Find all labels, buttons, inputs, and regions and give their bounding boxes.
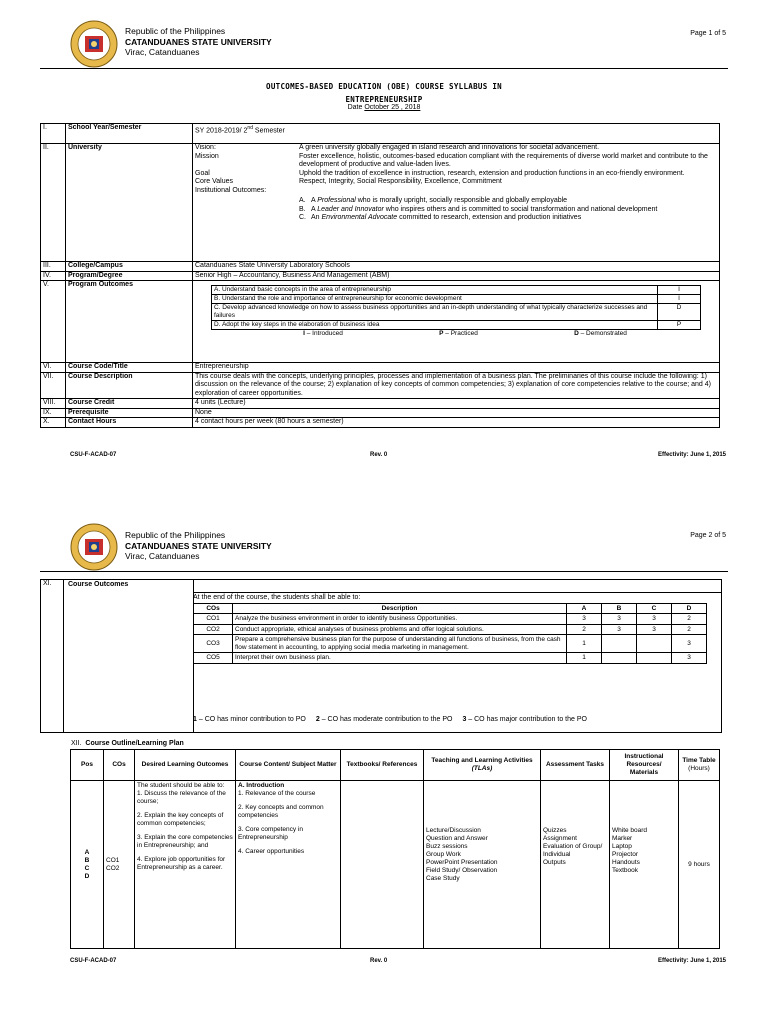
course-outcomes-label: Course Outcomes (68, 581, 129, 588)
col-header: Textbooks/ References (341, 750, 424, 781)
learning-plan-table (70, 749, 720, 949)
school-year-value: SY 2018-2019/ 2nd Semester (193, 124, 720, 144)
row-label: College/Campus (66, 262, 193, 272)
row-num: III. (41, 262, 66, 272)
course-outcomes-section (40, 579, 722, 733)
col-header: Course Content/ Subject Matter (236, 750, 341, 781)
republic-text: Republic of the Philippines (125, 530, 226, 540)
co-legend: 1 – CO has minor contribution to PO 2 – CO has moderate contribution to the PO 3 – CO has major contribution to the PO (193, 716, 587, 723)
table-row: CO2 Conduct appropriate, ethical analyses of business problems and offer logical solutions. 2 3 3 2 (194, 624, 707, 635)
location-text: Virac, Catanduanes (125, 551, 200, 561)
row-num: XI. (41, 580, 64, 732)
row-label: Program/Degree (66, 271, 193, 281)
po-text: A. Understand basic concepts in the area of entrepreneurship (212, 286, 658, 295)
university-name: CATANDUANES STATE UNIVERSITY (125, 540, 272, 551)
university-seal-icon (70, 523, 118, 571)
date-label: Date (347, 104, 363, 111)
header-divider (40, 68, 728, 69)
cos-cell: CO1 CO2 (104, 781, 135, 949)
time-cell: 9 hours (679, 781, 720, 949)
col-header: COs (104, 750, 135, 781)
col-header: COs (194, 604, 233, 614)
page-number: Page 1 of 5 (690, 30, 726, 37)
table-row: CO3 Prepare a comprehensive business plan for the purpose of understanding all functions of business, from the cash flow statement in accounting, to applying social media marketing in management. 1 3 (194, 635, 707, 653)
program-value: Senior High – Accountancy, Business And Management (ABM) (193, 271, 720, 281)
outcome-emphasis: Environmental Advocate (321, 214, 398, 221)
row-num: VII. (41, 372, 66, 399)
row-label: University (66, 144, 193, 262)
course-credit-value: 4 units (Lecture) (193, 399, 720, 409)
table-row (212, 286, 701, 295)
form-code: CSU-F-ACAD-07 (70, 958, 117, 964)
row-label: Course Credit (66, 399, 193, 409)
list-item: C. An Environmental Advocate committed to research, extension and production initiatives (299, 214, 582, 221)
row-num: VIII. (41, 399, 66, 409)
row-label: School Year/Semester (66, 124, 193, 144)
contact-hours-value: 4 contact hours per week (80 hours a semester) (193, 418, 720, 428)
row-label: Prerequisite (66, 408, 193, 418)
date-line (40, 104, 728, 111)
prerequisite-value: None (193, 408, 720, 418)
col-header: B (602, 604, 637, 614)
row-num: V. (41, 281, 66, 363)
syllabus-page-1 (0, 0, 768, 490)
refs-cell (341, 781, 424, 949)
revision: Rev. 0 (370, 452, 388, 458)
location-text: Virac, Catanduanes (125, 47, 200, 57)
plan-label: Course Outline/Learning Plan (85, 740, 184, 747)
col-header: Instructional Resources/ Materials (610, 750, 679, 781)
row-num: IV. (41, 271, 66, 281)
row-label: Course Code/Title (66, 363, 193, 373)
core-values-text: Respect, Integrity, Social Responsibility, Excellence, Commitment (299, 178, 502, 185)
row-num: VI. (41, 363, 66, 373)
col-header: Assessment Tasks (541, 750, 610, 781)
outcome-emphasis: Professional (317, 197, 356, 204)
mission-label: Mission (195, 152, 219, 160)
university-header (125, 26, 272, 58)
effectivity: Effectivity: June 1, 2015 (657, 958, 726, 964)
dlo-cell: The student should be able to: 1. Discuss the relevance of the course; 2. Explain the key concepts of common competencies; 3. Explain the core competencies in Entrepreneurship; and 4. Explore job opportunities for Entrepreneurship as a career. (135, 781, 236, 949)
po-level: D (658, 304, 701, 321)
revision: Rev. 0 (370, 958, 388, 964)
content-cell: A. Introduction 1. Relevance of the course 2. Key concepts and common competencies 3. Core competency in Entrepreneurship 4. Career opportunities (236, 781, 341, 949)
program-outcomes-table (211, 285, 701, 330)
po-text: B. Understand the role and importance of entrepreneurship for economic development (212, 295, 658, 304)
pos-cell: A B C D (71, 781, 104, 949)
col-header: A (567, 604, 602, 614)
form-code: CSU-F-ACAD-07 (70, 452, 117, 458)
university-seal-icon (70, 20, 118, 68)
college-value: Catanduanes State University Laboratory Schools (193, 262, 720, 272)
list-item: A. A Professional who is morally upright, socially responsible and globally employable (299, 197, 568, 204)
col-header: Time Table (Hours) (679, 750, 720, 781)
course-code-value: Entrepreneurship (193, 363, 720, 373)
date-value: October 25 , 2018 (364, 104, 421, 111)
row-num: I. (41, 124, 66, 144)
republic-text: Republic of the Philippines (125, 26, 226, 36)
row-label: Contact Hours (66, 418, 193, 428)
vision-label: Vision: (195, 144, 216, 151)
header-divider (40, 571, 728, 572)
po-legend: I – Introduced P – Practiced D – Demonstrated (303, 330, 627, 337)
col-header: Pos (71, 750, 104, 781)
col-header: D (672, 604, 707, 614)
vision-text: A green university globally engaged in island research and innovations for societal advancement. (299, 144, 600, 151)
syllabus-title: OUTCOMES-BASED EDUCATION (OBE) COURSE SYLLABUS IN (266, 82, 502, 91)
row-num: II. (41, 144, 66, 262)
course-outcomes-table (193, 603, 707, 664)
goal-label: Goal (195, 169, 210, 177)
table-row (71, 781, 720, 949)
course-description-value: This course deals with the concepts, underlying principles, processes and implementation of a business plan. The preliminaries of this course include the following: 1) discussion on the relevance of the course; 2) explanation of key concepts of common competencies; 3) explanation of core competencies relative to the course; and 4) exploration of career opportunities. (193, 372, 720, 399)
table-row (212, 295, 701, 304)
outcome-emphasis: Leader and Innovator (317, 205, 384, 213)
core-values-label: Core Values (195, 178, 234, 185)
table-row (212, 304, 701, 321)
po-level: P (658, 321, 701, 330)
list-item: B. A Leader and Innovator who inspires others and is committed to social transformation and national development (299, 205, 658, 213)
row-num: X. (41, 418, 66, 428)
institutional-outcomes-list (195, 197, 717, 223)
col-header: C (637, 604, 672, 614)
col-header: Desired Learning Outcomes (135, 750, 236, 781)
resources-cell: White board Marker Laptop Projector Handouts Textbook (610, 781, 679, 949)
assessment-cell: Quizzes Assignment Evaluation of Group/ Individual Outputs (541, 781, 610, 949)
course-title: ENTREPRENEURSHIP (345, 95, 423, 104)
po-text: D. Adopt the key steps in the elaboration of business idea (212, 321, 658, 330)
effectivity: Effectivity: June 1, 2015 (657, 452, 726, 458)
program-outcomes-cell (193, 281, 720, 363)
po-level: I (658, 295, 701, 304)
syllabus-page-2 (0, 505, 768, 1024)
mission-text: Foster excellence, holistic, outcomes-based education compliant with the requirements of diverse world market and contribute to the development of productive and value-laden lives. (299, 152, 708, 168)
po-text: C. Develop advanced knowledge on how to assess business opportunities and an in-depth understanding of what typically characterize successes and failures (212, 304, 658, 321)
row-num: XII. (71, 740, 82, 747)
col-header: Description (233, 604, 567, 614)
plan-heading (71, 740, 184, 747)
course-info-table (40, 123, 720, 428)
co-intro: At the end of the course, the students shall be able to: (193, 594, 361, 601)
tla-cell: Lecture/Discussion Question and Answer Buzz sessions Group Work PowerPoint Presentation Field Study/ Observation Case Study (424, 781, 541, 949)
university-info-cell (193, 144, 720, 262)
table-row (212, 321, 701, 330)
row-label: Program Outcomes (66, 281, 193, 363)
institutional-outcomes-label: Institutional Outcomes: (195, 186, 267, 194)
university-header (125, 530, 272, 562)
row-num: IX. (41, 408, 66, 418)
university-name: CATANDUANES STATE UNIVERSITY (125, 36, 272, 47)
col-header: Teaching and Learning Activities (TLAs) (424, 750, 541, 781)
po-level: I (658, 286, 701, 295)
row-label: Course Description (66, 372, 193, 399)
table-row: CO1 Analyze the business environment in order to identify business Opportunities. 3 3 3 2 (194, 614, 707, 625)
table-row: CO5 Interpret their own business plan. 1 3 (194, 653, 707, 664)
goal-text: Uphold the tradition of excellence in instruction, research, extension and production functions in an eco-friendly environment. (299, 169, 685, 177)
page-number: Page 2 of 5 (690, 532, 726, 539)
